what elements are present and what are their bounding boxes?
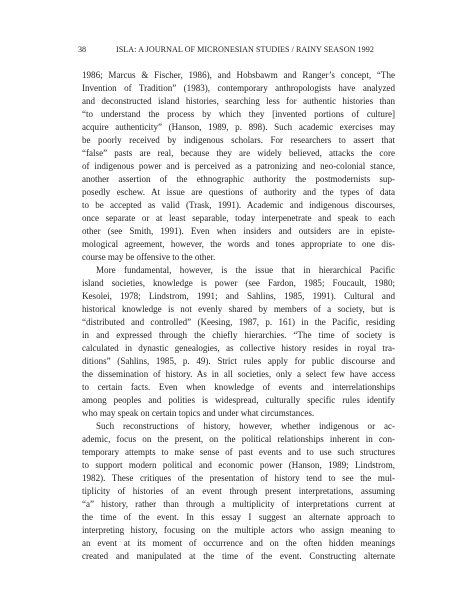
text-line: another assertion of the ethnographic authority the postmodernists sup- [82,174,395,184]
running-header [78,44,398,56]
text-line: ditions” (Sahlins, 1985, p. 49). Strict rules apply for public discourse and [82,356,395,366]
text-line: tiplicity of histories of an event through present interpretations, assuming [82,486,395,496]
text-line: mological agreement, however, the words and tones appropriate to one dis- [82,239,395,249]
text-line: “false” pasts are real, because they are widely believed, attacks the core [82,148,395,158]
text-line: course may be offensive to the other. [82,252,216,262]
text-line: other (see Smith, 1991). Even when insiders and outsiders are in episte- [82,226,395,236]
journal-title: ISLA: A JOURNAL OF MICRONESIAN STUDIES / RAINY SEASON 1992 [116,45,374,54]
text-line: be poorly received by indigenous scholars. For researchers to assert that [82,135,395,145]
text-line: who may speak on certain topics and under what circumstances. [82,408,315,418]
text-line: among peoples and polities is widespread, culturally specific rules identify [82,395,395,405]
text-line: island societies, knowledge is power (see Fardon, 1985; Foucault, 1980; [82,278,395,288]
text-line: interpreting history, focusing on the multiple actors who assign meaning to [82,525,395,535]
text-line: calculated in dynastic genealogies, as collective history resides in royal tra- [82,343,395,353]
text-line: Invention of Tradition” (1983), contemporary anthropologists have analyzed [82,83,395,93]
text-line: to certain facts. Even when knowledge of events and interrelationships [82,382,395,392]
body-text [82,69,395,563]
text-line: ademic, focus on the present, on the political relationships inherent in con- [82,434,395,444]
text-line: of indigenous power and is perceived as a patronizing and neo-colonial stance, [82,161,395,171]
text-line: created and manipulated at the time of the event. Constructing alternate [82,551,395,561]
page-number: 38 [78,45,87,54]
text-line: More fundamental, however, is the issue that in hierarchical Pacific [96,265,395,275]
text-line: posedly eschew. At issue are questions of authority and the types of data [82,187,395,197]
text-line: “a” history, rather than through a multiplicity of interpretations current at [82,499,395,509]
text-line: to support modern political and economic power (Hanson, 1989; Lindstrom, [82,460,395,470]
text-line: the time of the event. In this essay I suggest an alternate approach to [82,512,395,522]
text-line: temporary attempts to make sense of past events and to use such structures [82,447,395,457]
text-line: and deconstructed island histories, searching less for authentic histories than [82,96,395,106]
text-line: an event at its moment of occurrence and on the often hidden meanings [82,538,395,548]
text-line: acquire authenticity” (Hanson, 1989, p. 898). Such academic exercises may [82,122,395,132]
text-line: “distributed and controlled” (Keesing, 1987, p. 161) in the Pacific, residing [82,317,395,327]
text-line: Such reconstructions of history, however, whether indigenous or ac- [96,421,395,431]
text-line: 1982). These critiques of the presentation of history tend to see the mul- [82,473,395,483]
text-line: once separate or at least separable, today interpenetrate and speak to each [82,213,395,223]
text-line: historical knowledge is not evenly shared by members of a society, but is [82,304,395,314]
text-line: to be accepted as valid (Trask, 1991). Academic and indigenous discourses, [82,200,395,210]
text-line: 1986; Marcus & Fischer, 1986), and Hobsbawm and Ranger’s concept, “The [82,70,395,80]
text-line: the dissemination of history. As in all societies, only a select few have access [82,369,395,379]
text-line: Kesolei, 1978; Lindstrom, 1991; and Sahlins, 1985, 1991). Cultural and [82,291,395,301]
text-line: “to understand the process by which they [invented portions of culture] [82,109,395,119]
text-line: in and expressed through the chiefly hierarchies. “The time of society is [82,330,395,340]
